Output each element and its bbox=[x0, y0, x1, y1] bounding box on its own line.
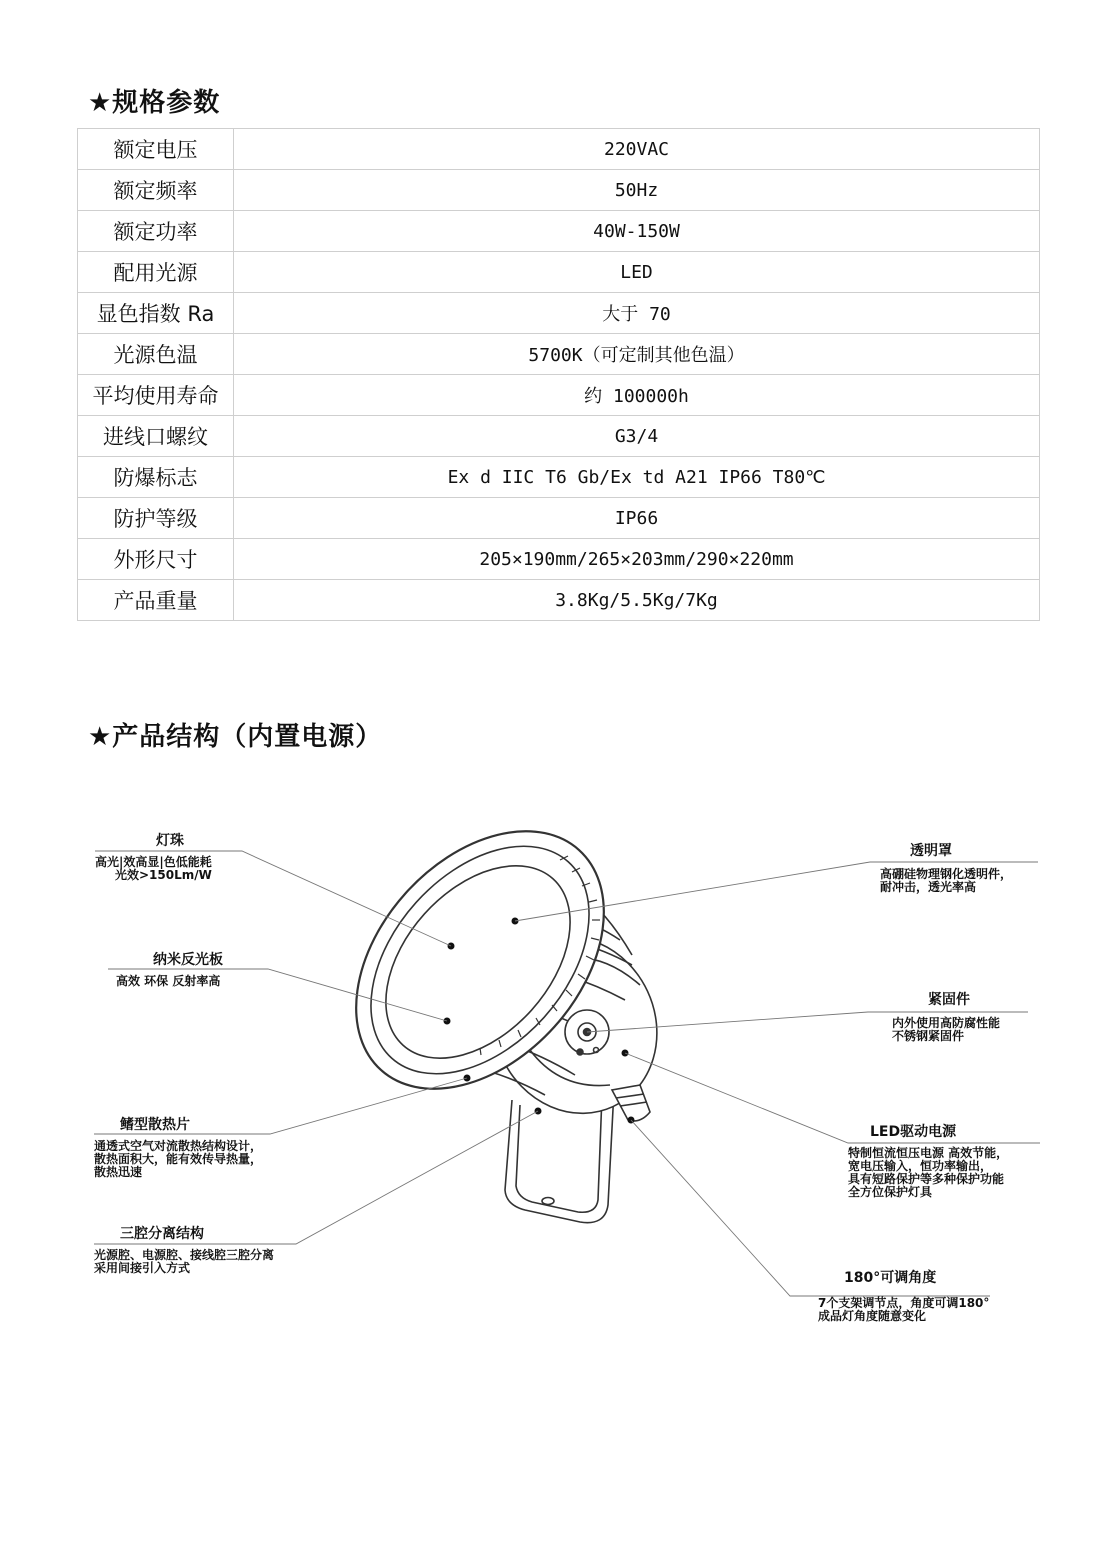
spec-key: 额定电压 bbox=[78, 129, 234, 170]
table-row bbox=[78, 539, 1040, 580]
table-row bbox=[78, 252, 1040, 293]
callout-line: 宽电压输入，恒功率输出， bbox=[848, 1159, 993, 1173]
callout-line: 内外使用高防腐性能 bbox=[892, 1016, 1001, 1030]
table-row bbox=[78, 211, 1040, 252]
spec-value: 220VAC bbox=[234, 129, 1040, 170]
callout-line: 具有短路保护等多种保护功能 bbox=[848, 1172, 1005, 1186]
spec-key: 防爆标志 bbox=[78, 457, 234, 498]
callout-line: 成品灯角度随意变化 bbox=[818, 1309, 927, 1323]
callout-title: 紧固件 bbox=[928, 992, 970, 1008]
table-row bbox=[78, 457, 1040, 498]
callout-title: 灯珠 bbox=[156, 833, 184, 849]
callout-line: 散热面积大，能有效传导热量， bbox=[94, 1152, 263, 1166]
callout-lamp-bead bbox=[95, 832, 245, 882]
table-row bbox=[78, 498, 1040, 539]
spec-section-title: ★规格参数 bbox=[88, 88, 221, 118]
spec-value: 大于 70 bbox=[234, 293, 1040, 334]
table-row bbox=[78, 334, 1040, 375]
spec-value: LED bbox=[234, 252, 1040, 293]
spec-value: G3/4 bbox=[234, 416, 1040, 457]
table-row bbox=[78, 416, 1040, 457]
callout-line: 采用间接引入方式 bbox=[94, 1261, 191, 1275]
spec-value: 205×190mm/265×203mm/290×220mm bbox=[234, 539, 1040, 580]
callout-fastener bbox=[892, 991, 1042, 1043]
spec-key: 防护等级 bbox=[78, 498, 234, 539]
spec-value: 40W-150W bbox=[234, 211, 1040, 252]
callout-line: 光效>150Lm/W bbox=[115, 868, 212, 882]
callout-driver bbox=[848, 1123, 1048, 1199]
spec-value: Ex d IIC T6 Gb/Ex td A21 IP66 T80℃ bbox=[234, 457, 1040, 498]
spec-table bbox=[77, 128, 1040, 621]
callout-title: 透明罩 bbox=[910, 843, 952, 859]
table-row bbox=[78, 375, 1040, 416]
spec-key: 额定功率 bbox=[78, 211, 234, 252]
spec-key: 平均使用寿命 bbox=[78, 375, 234, 416]
callout-line: 特制恒流恒压电源 高效节能， bbox=[848, 1146, 1009, 1160]
callout-line: 高硼硅物理钢化透明件， bbox=[880, 867, 1013, 881]
structure-section-title: ★产品结构（内置电源） bbox=[88, 722, 383, 752]
callout-line: 全方位保护灯具 bbox=[848, 1185, 933, 1199]
spec-key: 显色指数 Ra bbox=[78, 293, 234, 334]
spec-key: 配用光源 bbox=[78, 252, 234, 293]
spec-key: 光源色温 bbox=[78, 334, 234, 375]
table-row bbox=[78, 293, 1040, 334]
callout-line: 高光|效高显|色低能耗 bbox=[95, 855, 212, 869]
spec-value: 3.8Kg/5.5Kg/7Kg bbox=[234, 580, 1040, 621]
callout-title: 180°可调角度 bbox=[844, 1270, 937, 1286]
callout-line: 不锈钢紧固件 bbox=[892, 1029, 965, 1043]
callout-line: 光源腔、电源腔、接线腔三腔分离 bbox=[94, 1248, 275, 1262]
spec-value: 约 100000h bbox=[234, 375, 1040, 416]
spec-key: 额定频率 bbox=[78, 170, 234, 211]
spec-value: 50Hz bbox=[234, 170, 1040, 211]
spec-value: 5700K（可定制其他色温） bbox=[234, 334, 1040, 375]
table-row bbox=[78, 170, 1040, 211]
callout-angle bbox=[818, 1269, 1038, 1323]
callout-title: 三腔分离结构 bbox=[120, 1226, 204, 1242]
callout-line: 高效 环保 反射率高 bbox=[116, 974, 221, 988]
callout-title: 纳米反光板 bbox=[153, 952, 223, 968]
callout-line: 耐冲击，透光率高 bbox=[880, 880, 977, 894]
callout-heatsink bbox=[94, 1116, 304, 1179]
callout-title: LED驱动电源 bbox=[870, 1124, 957, 1140]
table-row bbox=[78, 580, 1040, 621]
spec-key: 产品重量 bbox=[78, 580, 234, 621]
spec-key: 进线口螺纹 bbox=[78, 416, 234, 457]
spec-value: IP66 bbox=[234, 498, 1040, 539]
callout-line: 7个支架调节点，角度可调180° bbox=[818, 1296, 990, 1310]
callout-line: 散热迅速 bbox=[94, 1165, 143, 1179]
callout-cover bbox=[880, 842, 1050, 894]
callout-line: 通透式空气对流散热结构设计， bbox=[94, 1139, 263, 1153]
callout-title: 鳍型散热片 bbox=[120, 1117, 190, 1133]
table-row bbox=[78, 129, 1040, 170]
callout-reflector bbox=[108, 951, 268, 988]
callout-three-chamber bbox=[94, 1225, 324, 1275]
spec-key: 外形尺寸 bbox=[78, 539, 234, 580]
